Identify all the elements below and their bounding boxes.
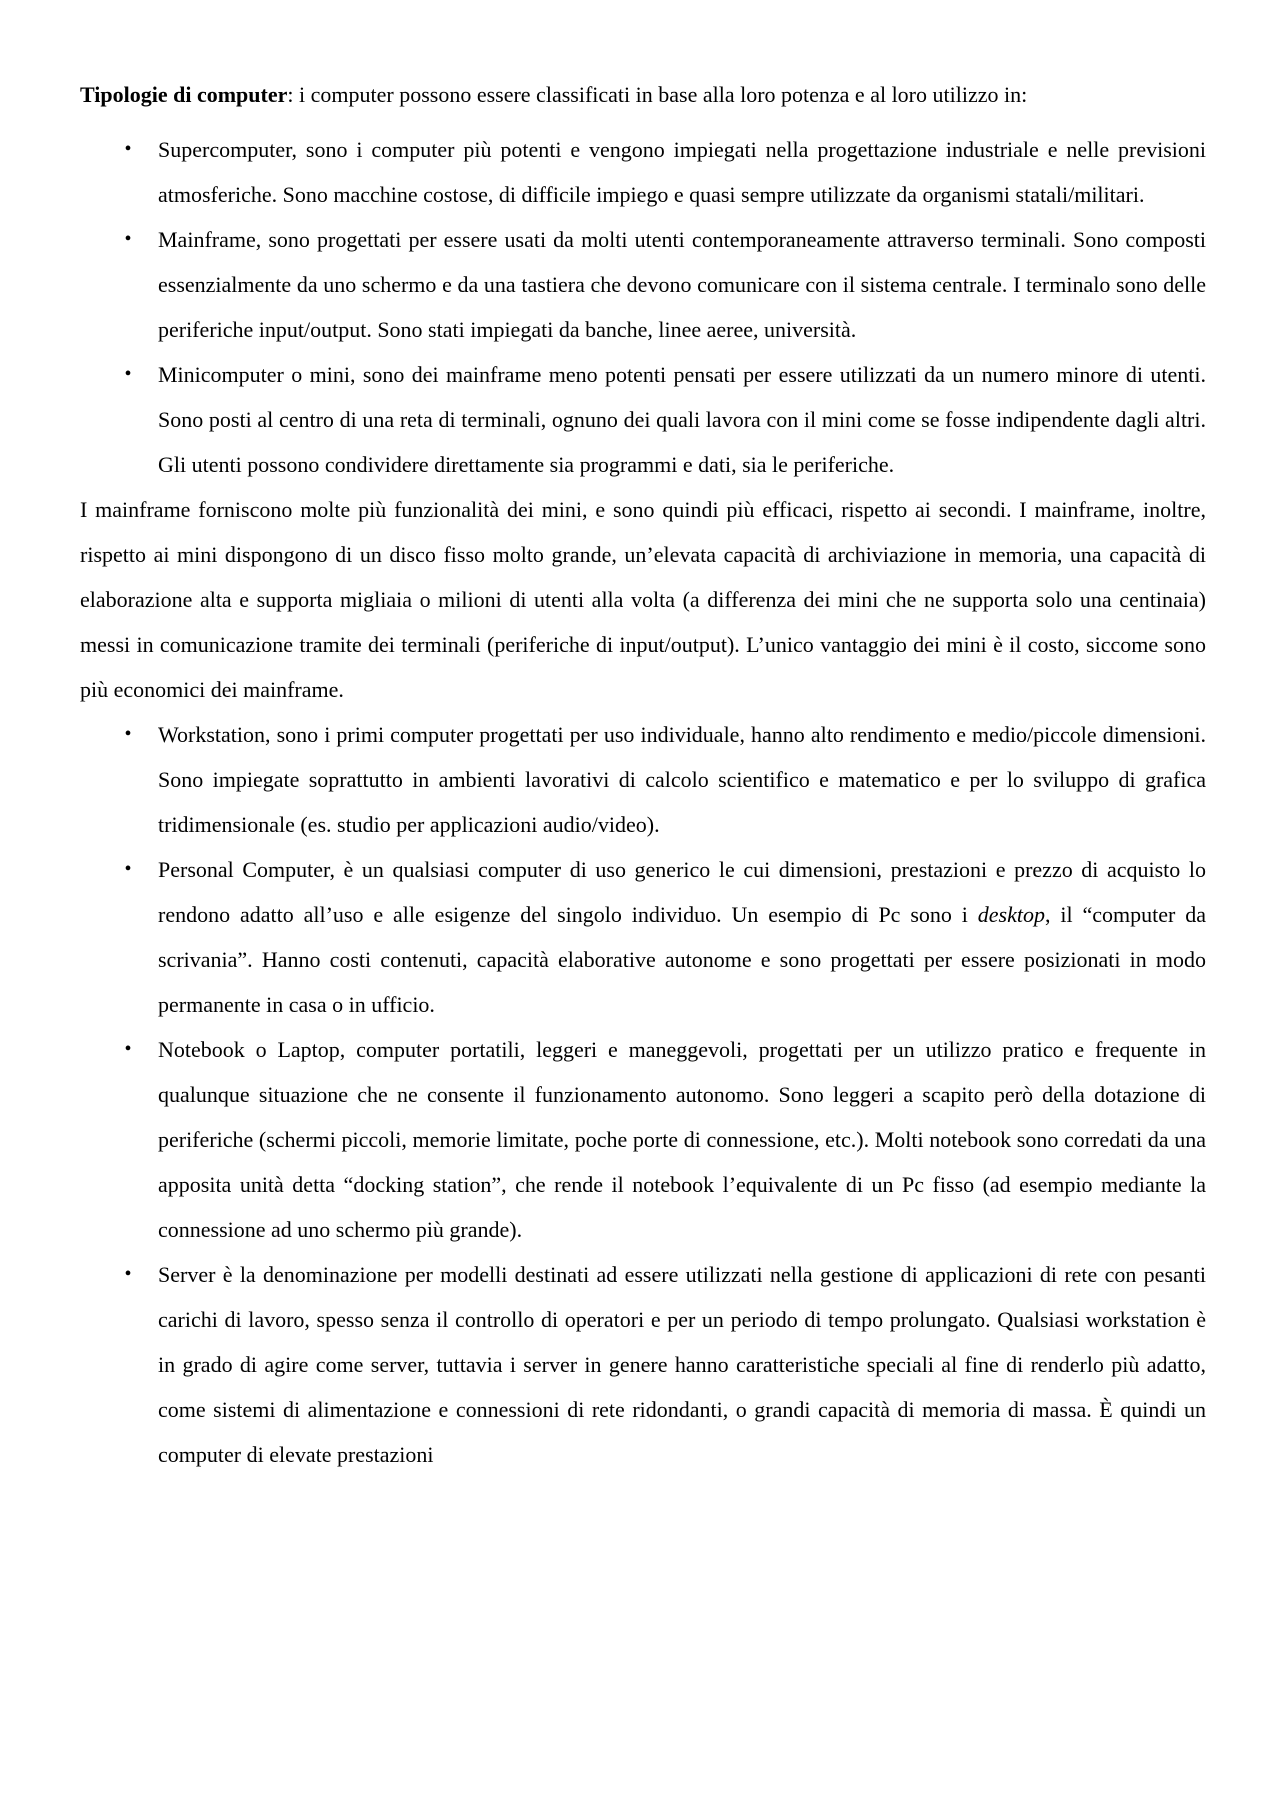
intro-text: : i computer possono essere classificati in base alla loro potenza e al loro utilizzo in: (287, 82, 1028, 107)
list-item-text: Minicomputer o mini, sono dei mainframe meno potenti pensati per essere utilizzati da un numero minore di utenti. Sono posti al centro di una reta di terminali, ognuno dei quali lavora con il mini come se fosse indipendente dagli altri. Gli utenti possono condividere direttamente sia programmi e dati, sia le periferiche. (158, 362, 1206, 477)
bullet-icon: • (124, 1038, 132, 1060)
list-item-personal-computer (80, 847, 1206, 1027)
italic-term-desktop: desktop (977, 902, 1045, 927)
document-page (80, 72, 1206, 1477)
list-item-text: Supercomputer, sono i computer più potenti e vengono impiegati nella progettazione industriale e nelle previsioni atmosferiche. Sono macchine costose, di difficile impiego e quasi sempre utilizzate da organismi statali/militari. (158, 137, 1206, 207)
list-item-text: Notebook o Laptop, computer portatili, leggeri e maneggevoli, progettati per un utilizzo pratico e frequente in qualunque situazione che ne consente il funzionamento autonomo. Sono leggeri a scapito però della dotazione di periferiche (schermi piccoli, memorie limitate, poche porte di connessione, etc.). Molti notebook sono corredati da una apposita unità detta “docking station”, che rende il notebook l’equivalente di un Pc fisso (ad esempio mediante la connessione ad uno schermo più grande). (158, 1037, 1206, 1242)
list-item-notebook (80, 1027, 1206, 1252)
computer-types-list-1 (80, 127, 1206, 487)
bullet-icon: • (124, 1263, 132, 1285)
mainframe-vs-mini-paragraph: I mainframe forniscono molte più funzionalità dei mini, e sono quindi più efficaci, rispetto ai secondi. I mainframe, inoltre, rispetto ai mini dispongono di un disco fisso molto grande, un’elevata capacità di archiviazione in memoria, una capacità di elaborazione alta e supporta migliaia o milioni di utenti alla volta (a differenza dei mini che ne supporta solo una centinaia) messi in comunicazione tramite dei terminali (periferiche di input/output). L’unico vantaggio dei mini è il costo, siccome sono più economici dei mainframe. (80, 497, 1206, 702)
list-item-text: Mainframe, sono progettati per essere usati da molti utenti contemporaneamente attraverso terminali. Sono composti essenzialmente da uno schermo e da una tastiera che devono comunicare con il sistema centrale. I terminalo sono delle periferiche input/output. Sono stati impiegati da banche, linee aeree, università. (158, 227, 1206, 342)
list-item-supercomputer (80, 127, 1206, 217)
list-item-text: Server è la denominazione per modelli destinati ad essere utilizzati nella gestione di applicazioni di rete con pesanti carichi di lavoro, spesso senza il controllo di operatori e per un periodo di tempo prolungato. Qualsiasi workstation è in grado di agire come server, tuttavia i server in genere hanno caratteristiche speciali al fine di renderlo più adatto, come sistemi di alimentazione e connessioni di rete ridondanti, o grandi capacità di memoria di massa. È quindi un computer di elevate prestazioni (158, 1262, 1206, 1467)
intro-paragraph (80, 72, 1206, 117)
list-item-text: Personal Computer, è un qualsiasi computer di uso generico le cui dimensioni, prestazioni e prezzo di acquisto lo rendono adatto all’uso e alle esigenze del singolo individuo. Un esempio di Pc sono i (158, 857, 1206, 927)
bullet-icon: • (124, 228, 132, 250)
bullet-icon: • (124, 858, 132, 880)
list-item-mainframe (80, 217, 1206, 352)
list-item-text-continued: , il “computer da scrivania”. Hanno costi contenuti, capacità elaborative autonome e sono progettati per essere posizionati in modo permanente in casa o in ufficio. (158, 902, 1206, 1017)
bullet-icon: • (124, 138, 132, 160)
computer-types-list-2 (80, 712, 1206, 1477)
list-item-workstation (80, 712, 1206, 847)
list-item-server (80, 1252, 1206, 1477)
bullet-icon: • (124, 723, 132, 745)
bullet-icon: • (124, 363, 132, 385)
intro-heading: Tipologie di computer (80, 82, 288, 107)
list-item-minicomputer (80, 352, 1206, 487)
list-item-text: Workstation, sono i primi computer progettati per uso individuale, hanno alto rendimento e medio/piccole dimensioni. Sono impiegate soprattutto in ambienti lavorativi di calcolo scientifico e matematico e per lo sviluppo di grafica tridimensionale (es. studio per applicazioni audio/video). (158, 722, 1206, 837)
